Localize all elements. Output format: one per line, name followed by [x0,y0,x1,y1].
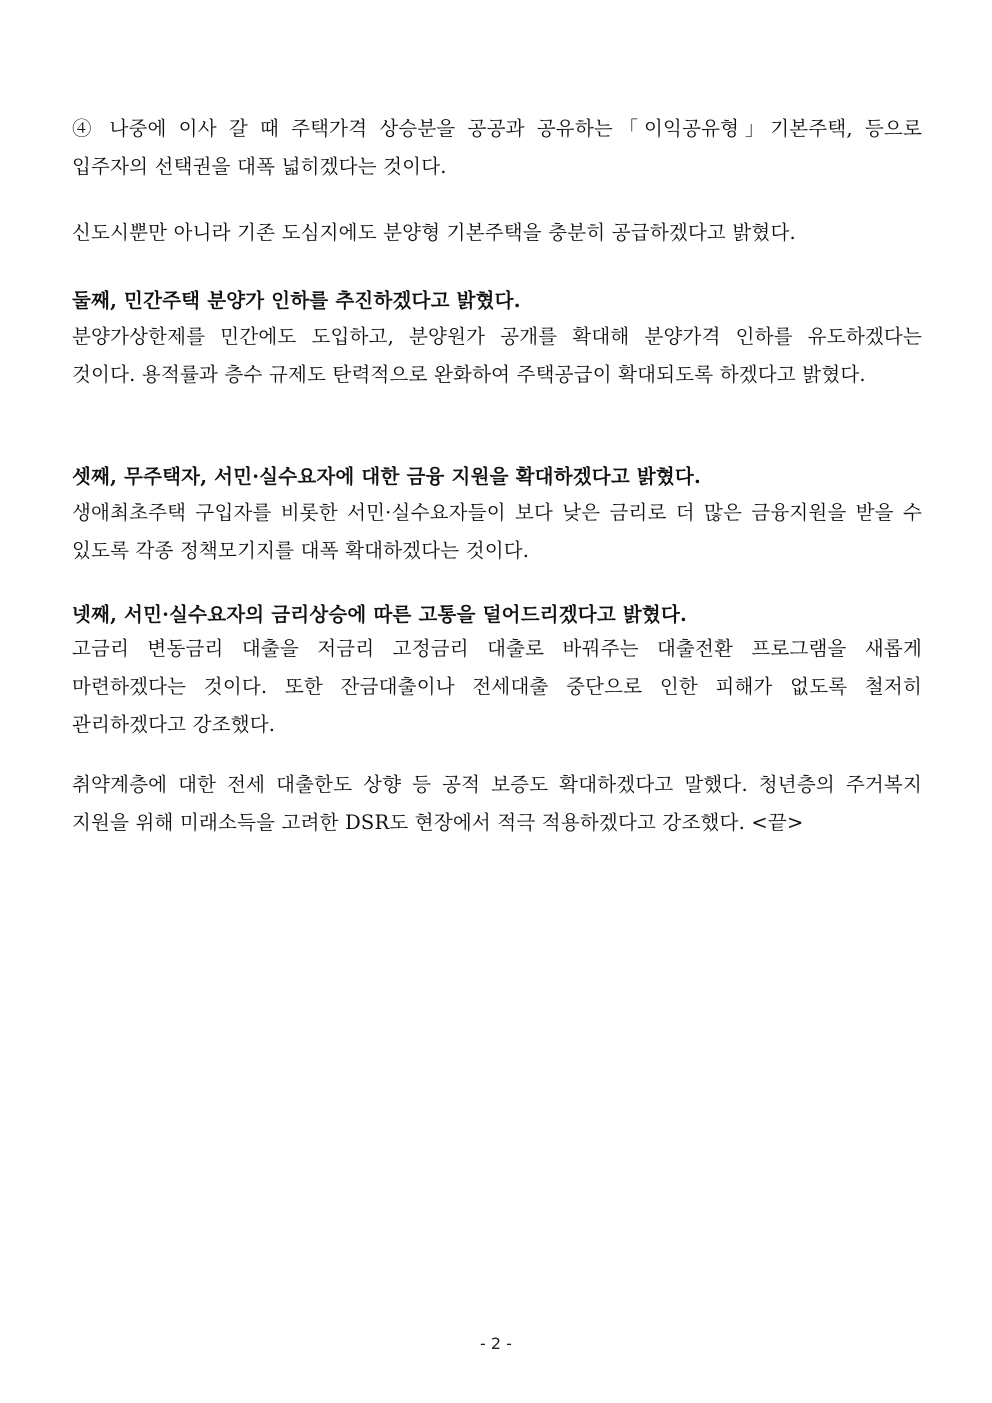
paragraph-vulnerable-groups: 취약계층에 대한 전세 대출한도 상향 등 공적 보증도 확대하겠다고 말했다. 청년층의 주거복지 지원을 위해 미래소득을 고려한 DSR도 현장에서 적극 적용하겠다고 강조했다. <끝> [72,773,922,834]
heading-private-housing-price: 둘째, 민간주택 분양가 인하를 추진하겠다고 밝혔다. [72,289,521,312]
paragraph-price-ceiling: 분양가상한제를 민간에도 도입하고, 분양원가 공개를 확대해 분양가격 인하를 유도하겠다는 것이다. 용적률과 층수 규제도 탄력적으로 완화하여 주택공급이 확대되도록 하겠다고 밝혔다. [72,325,922,386]
paragraph-policy-mortgage: 생애최초주택 구입자를 비롯한 서민·실수요자들이 보다 낮은 금리로 더 많은 금융지원을 받을 수 있도록 각종 정책모기지를 대폭 확대하겠다는 것이다. [72,501,922,562]
page-number: - 2 - [480,1334,512,1353]
paragraph-benefit-sharing-housing: ④ 나중에 이사 갈 때 주택가격 상승분을 공공과 공유하는「이익공유형」기본주택, 등으로 입주자의 선택권을 대폭 넓히겠다는 것이다. [72,117,922,178]
heading-interest-rate-relief: 넷째, 서민·실수요자의 금리상승에 따른 고통을 덜어드리겠다고 밝혔다. [72,603,687,626]
paragraph-new-towns-supply: 신도시뿐만 아니라 기존 도심지에도 분양형 기본주택을 충분히 공급하겠다고 밝혔다. [72,221,796,244]
paragraph-loan-conversion: 고금리 변동금리 대출을 저금리 고정금리 대출로 바꿔주는 대출전환 프로그램을 새롭게 마련하겠다는 것이다. 또한 잔금대출이나 전세대출 중단으로 인한 피해가 없도록 철저히 관리하겠다고 강조했다. [72,637,922,736]
heading-financial-support: 셋째, 무주택자, 서민·실수요자에 대한 금융 지원을 확대하겠다고 밝혔다. [72,465,701,488]
